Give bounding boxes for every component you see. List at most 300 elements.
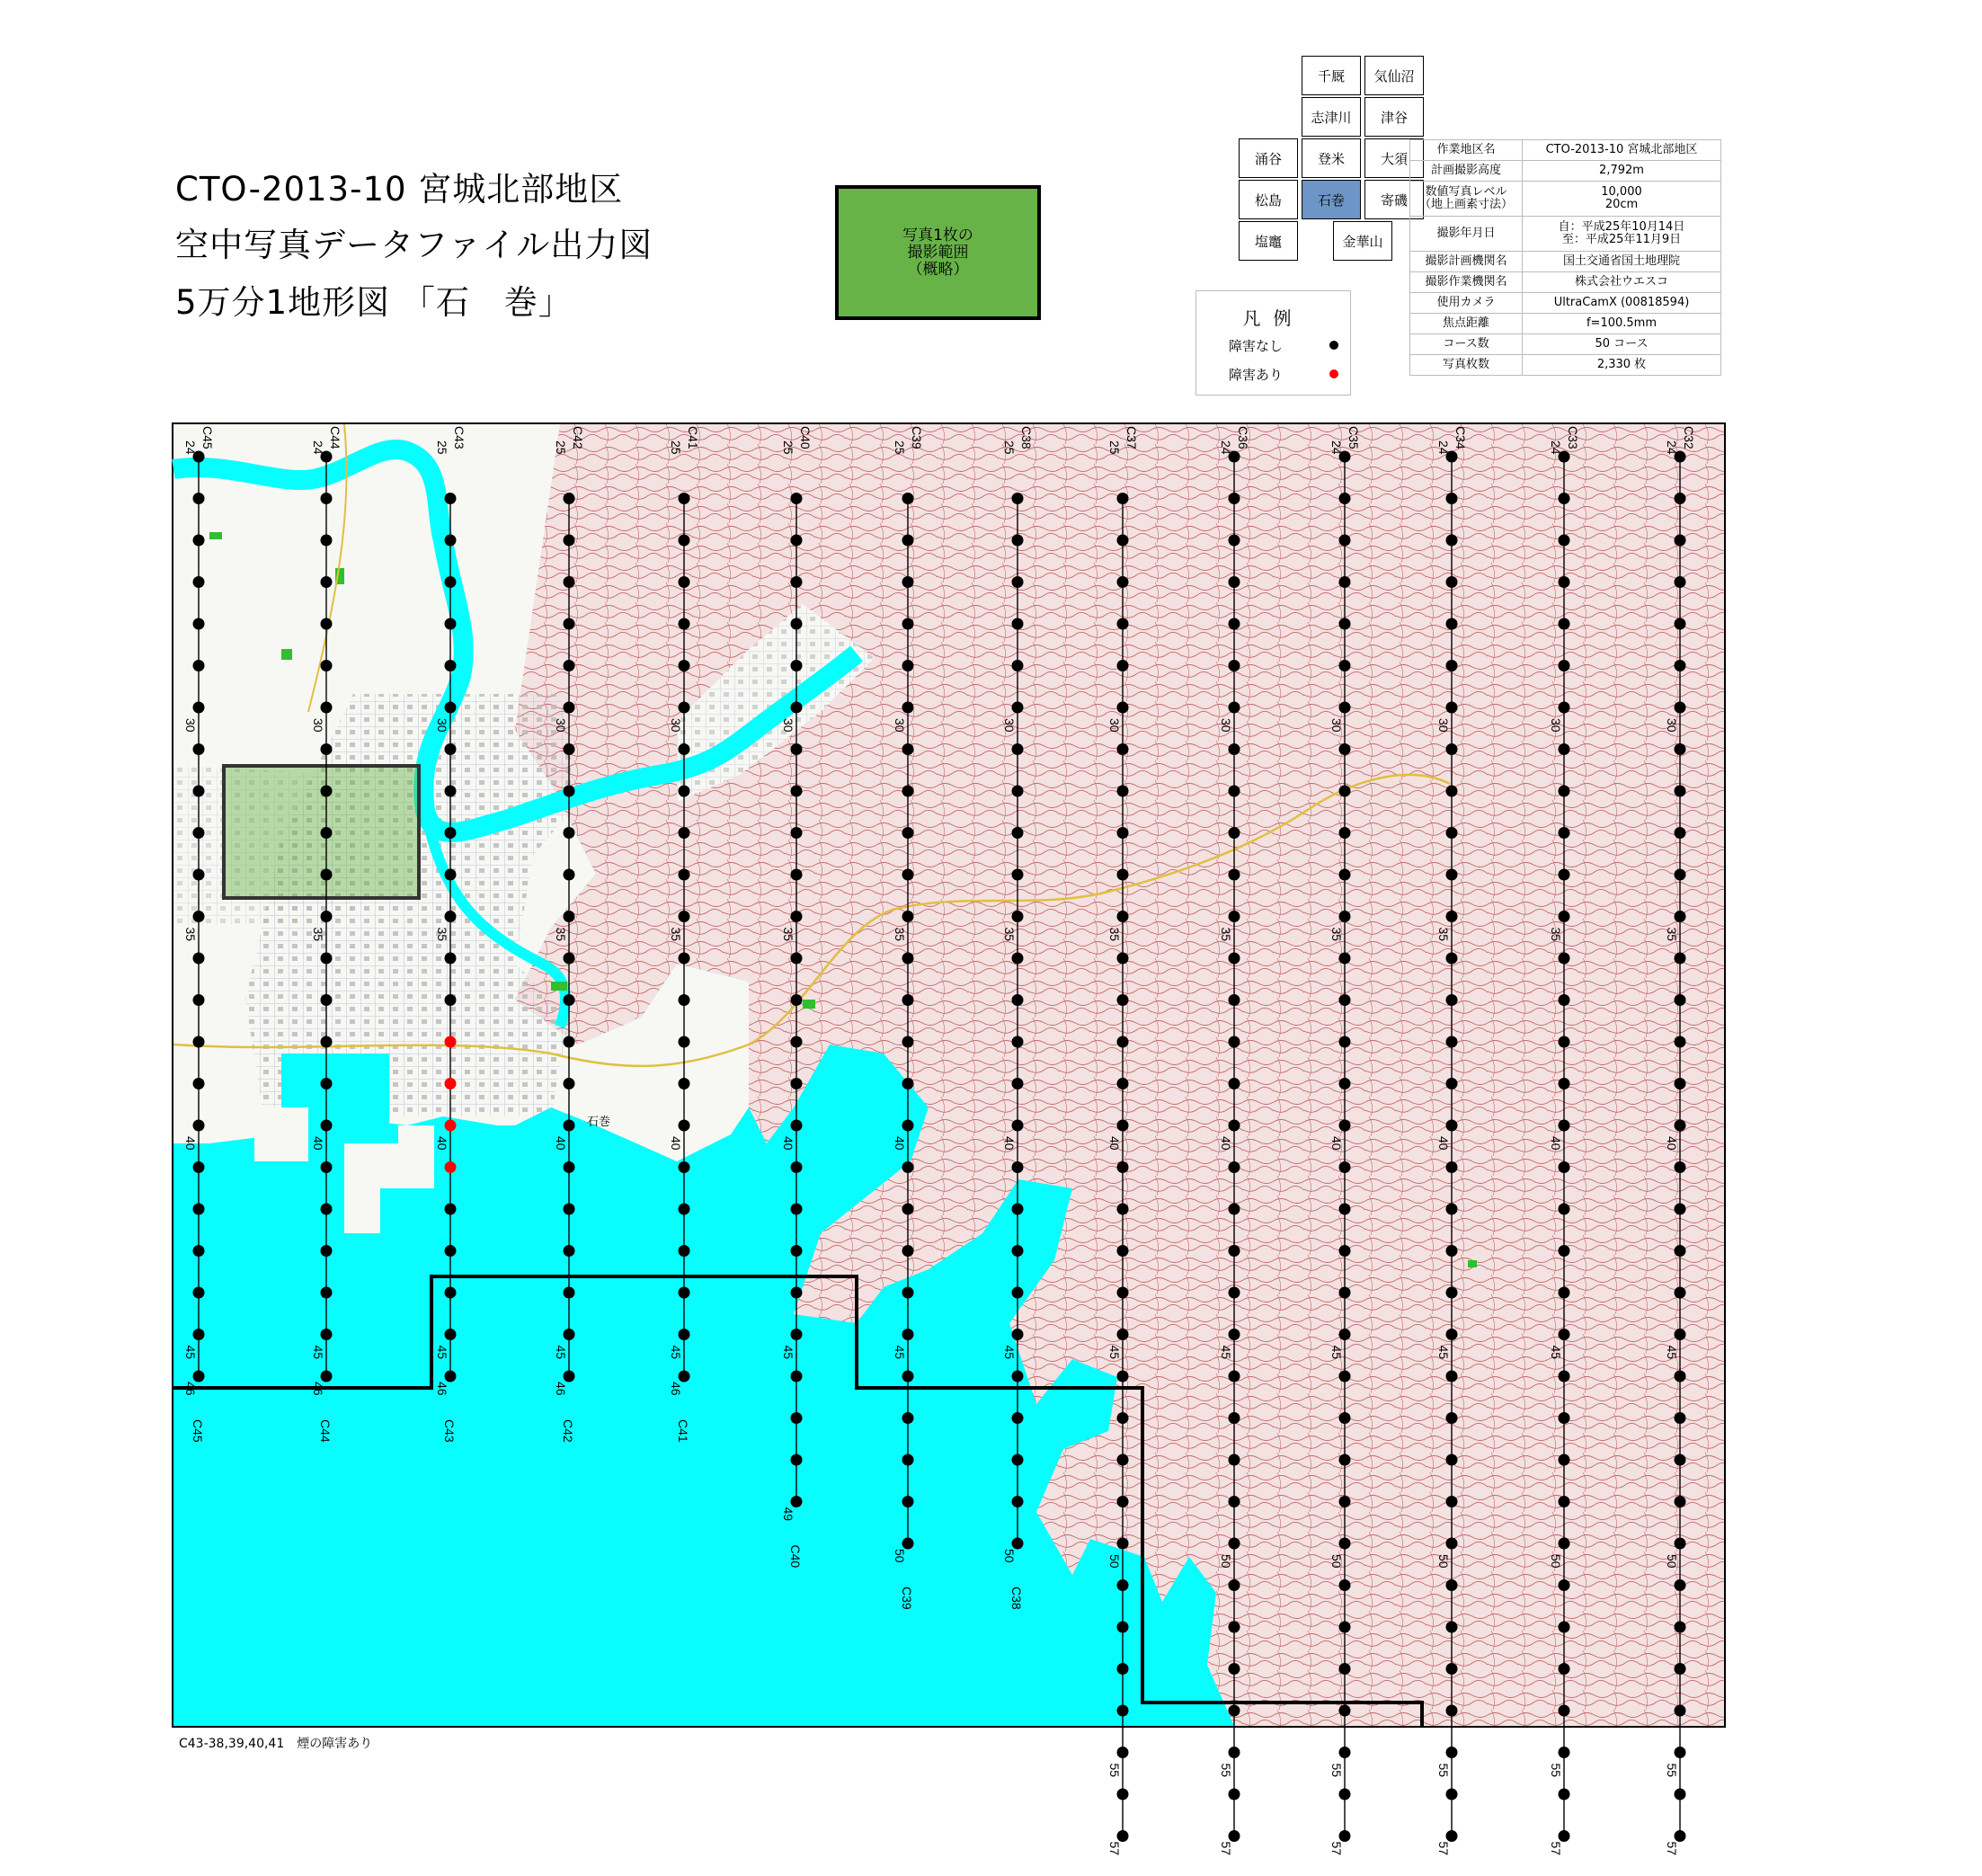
photo-point xyxy=(791,1204,803,1215)
photo-coverage-legend: 写真1枚の 撮影範囲 （概略） xyxy=(835,185,1041,320)
photo-point xyxy=(1675,702,1686,714)
sheet-index-cell: 登米 xyxy=(1302,138,1361,178)
photo-point xyxy=(321,827,333,839)
spec-value: 株式会社ウエスコ xyxy=(1523,272,1721,293)
end-photo-number: 46 xyxy=(183,1382,198,1396)
photo-point xyxy=(679,493,690,504)
photo-point xyxy=(1229,1663,1240,1675)
photo-point xyxy=(1339,702,1351,714)
photo-point xyxy=(1339,660,1351,671)
photo-point xyxy=(445,786,457,797)
end-photo-number: 50 xyxy=(893,1549,907,1563)
spec-row xyxy=(1410,334,1721,355)
photo-number-marker: 50 xyxy=(1329,1554,1344,1569)
photo-point xyxy=(1446,535,1458,547)
photo-number-marker: 30 xyxy=(183,718,198,733)
photo-point xyxy=(1446,786,1458,797)
photo-point xyxy=(321,1245,333,1257)
photo-number-marker: 45 xyxy=(1549,1345,1563,1360)
photo-number-marker: 30 xyxy=(893,718,907,733)
photo-point xyxy=(321,994,333,1006)
sheet-index-cell: 石巻 xyxy=(1302,180,1361,219)
photo-point xyxy=(791,493,803,504)
photo-number-marker: 40 xyxy=(435,1136,449,1151)
photo-point xyxy=(564,493,575,504)
photo-number-marker: 55 xyxy=(1219,1763,1233,1778)
photo-point xyxy=(1675,1412,1686,1424)
photo-point xyxy=(1446,1538,1458,1550)
photo-point xyxy=(1229,1705,1240,1717)
photo-point xyxy=(902,994,914,1006)
photo-point xyxy=(1559,660,1570,671)
photo-point xyxy=(679,911,690,922)
photo-number-marker: 30 xyxy=(1219,718,1233,733)
photo-point xyxy=(791,786,803,797)
photo-point xyxy=(1339,1705,1351,1717)
course-label-top: C33 xyxy=(1566,426,1580,449)
photo-point xyxy=(679,1204,690,1215)
photo-point xyxy=(1012,1371,1024,1383)
photo-point xyxy=(193,1120,205,1132)
photo-point xyxy=(1012,786,1024,797)
photo-point xyxy=(193,618,205,630)
photo-number-marker: 35 xyxy=(1107,927,1122,942)
end-photo-number: 46 xyxy=(554,1382,568,1396)
photo-number-marker: 35 xyxy=(1329,927,1344,942)
sheet-index-cell: 大須 xyxy=(1364,138,1424,178)
photo-point xyxy=(791,869,803,881)
photo-number-marker: 55 xyxy=(1107,1763,1122,1778)
photo-point xyxy=(791,1036,803,1048)
sheet-index-cell: 津谷 xyxy=(1364,97,1424,137)
photo-point xyxy=(564,1245,575,1257)
photo-point xyxy=(1559,827,1570,839)
course-label-top: C37 xyxy=(1124,426,1139,449)
photo-point xyxy=(1559,618,1570,630)
photo-number-marker: 35 xyxy=(1219,927,1233,942)
photo-point xyxy=(1229,869,1240,881)
photo-point xyxy=(791,1412,803,1424)
photo-point xyxy=(1117,743,1129,755)
spec-value: f=100.5mm xyxy=(1523,314,1721,334)
spec-key: 作業地区名 xyxy=(1410,140,1523,161)
photo-point xyxy=(1675,1830,1686,1842)
spec-value: UltraCamX (00818594) xyxy=(1523,293,1721,314)
photo-number-marker: 35 xyxy=(781,927,795,942)
photo-point-obstructed xyxy=(445,1161,457,1173)
photo-point xyxy=(564,743,575,755)
photo-point xyxy=(564,618,575,630)
start-photo-number: 25 xyxy=(781,440,795,455)
photo-number-marker: 35 xyxy=(1002,927,1017,942)
photo-point xyxy=(679,1371,690,1383)
photo-point xyxy=(679,660,690,671)
photo-point xyxy=(1229,1120,1240,1132)
spec-table xyxy=(1409,139,1721,376)
photo-point xyxy=(902,869,914,881)
photo-point xyxy=(1675,1454,1686,1466)
photo-point xyxy=(445,994,457,1006)
course-label-top: C38 xyxy=(1019,426,1034,449)
photo-point xyxy=(679,1329,690,1340)
topo-sheet-title: 5万分1地形図 「石 巻」 xyxy=(175,283,573,322)
course-label-bottom: C42 xyxy=(561,1419,575,1443)
photo-point xyxy=(679,1078,690,1089)
photo-point xyxy=(1446,1412,1458,1424)
photo-point xyxy=(1559,1120,1570,1132)
photo-point xyxy=(1559,1329,1570,1340)
photo-point xyxy=(1339,743,1351,755)
photo-number-marker: 45 xyxy=(1665,1345,1679,1360)
photo-point xyxy=(193,1204,205,1215)
photo-point xyxy=(1339,1204,1351,1215)
photo-point xyxy=(1675,994,1686,1006)
photo-point xyxy=(1229,1245,1240,1257)
photo-point xyxy=(1559,1705,1570,1717)
photo-point xyxy=(445,1329,457,1340)
photo-point xyxy=(564,827,575,839)
photo-point xyxy=(902,493,914,504)
photo-point xyxy=(1559,1245,1570,1257)
photo-number-marker: 35 xyxy=(183,927,198,942)
photo-point xyxy=(679,1287,690,1299)
photo-point xyxy=(679,994,690,1006)
photo-point xyxy=(791,911,803,922)
photo-point xyxy=(1229,1538,1240,1550)
photo-number-marker: 30 xyxy=(1002,718,1017,733)
photo-point xyxy=(902,1412,914,1424)
photo-point xyxy=(321,1204,333,1215)
photo-point xyxy=(902,1120,914,1132)
photo-point xyxy=(1446,1371,1458,1383)
photo-point xyxy=(1012,576,1024,588)
sheet-index-cell: 千厩 xyxy=(1302,56,1361,95)
photo-point xyxy=(1339,1412,1351,1424)
photo-number-marker: 40 xyxy=(1436,1136,1451,1151)
legend-dot-red xyxy=(1329,369,1338,378)
photo-point xyxy=(1229,1830,1240,1842)
photo-point xyxy=(791,1371,803,1383)
photo-point xyxy=(1675,1161,1686,1173)
photo-point xyxy=(1229,911,1240,922)
photo-point xyxy=(902,1036,914,1048)
photo-point xyxy=(1446,1245,1458,1257)
photo-point xyxy=(564,786,575,797)
photo-point xyxy=(445,576,457,588)
photo-point xyxy=(564,1120,575,1132)
photo-point xyxy=(791,1287,803,1299)
photo-number-marker: 40 xyxy=(554,1136,568,1151)
photo-point xyxy=(1339,1538,1351,1550)
photo-point xyxy=(564,1371,575,1383)
photo-number-marker: 50 xyxy=(1436,1554,1451,1569)
photo-point xyxy=(1675,618,1686,630)
photo-point xyxy=(321,869,333,881)
photo-number-marker: 35 xyxy=(1436,927,1451,942)
spec-row xyxy=(1410,217,1721,252)
photo-point xyxy=(1339,576,1351,588)
legend-dot-black xyxy=(1329,341,1338,350)
photo-point xyxy=(1339,1830,1351,1842)
sheet-title: CTO-2013-10 宮城北部地区 xyxy=(175,170,624,209)
photo-point xyxy=(321,1120,333,1132)
photo-point xyxy=(1675,660,1686,671)
photo-point xyxy=(1012,1287,1024,1299)
spec-row xyxy=(1410,161,1721,182)
photo-point xyxy=(321,702,333,714)
photo-point xyxy=(1446,869,1458,881)
photo-point xyxy=(902,1454,914,1466)
photo-number-marker: 35 xyxy=(1665,927,1679,942)
photo-point xyxy=(1229,827,1240,839)
legend-label: 障害なし xyxy=(1229,338,1284,354)
photo-point xyxy=(1012,535,1024,547)
sheet-index-cell: 涌谷 xyxy=(1239,138,1298,178)
photo-point xyxy=(1117,1287,1129,1299)
photo-point xyxy=(1012,702,1024,714)
start-photo-number: 24 xyxy=(1549,440,1563,455)
photo-number-marker: 40 xyxy=(1665,1136,1679,1151)
course-label-bottom: C39 xyxy=(900,1587,914,1610)
course-label-top: C32 xyxy=(1682,426,1696,449)
photo-point xyxy=(902,1329,914,1340)
spec-row xyxy=(1410,314,1721,334)
photo-point xyxy=(1339,618,1351,630)
photo-point xyxy=(1446,1622,1458,1633)
photo-point xyxy=(1229,535,1240,547)
photo-point xyxy=(1012,1329,1024,1340)
photo-number-marker: 45 xyxy=(1002,1345,1017,1360)
photo-point xyxy=(1446,618,1458,630)
photo-point xyxy=(791,1245,803,1257)
photo-point xyxy=(679,535,690,547)
course-label-bottom: C45 xyxy=(191,1419,205,1443)
photo-point xyxy=(1559,576,1570,588)
photo-point xyxy=(902,1161,914,1173)
course-label-top: C45 xyxy=(200,426,215,449)
photo-point xyxy=(564,994,575,1006)
photo-point xyxy=(1446,1579,1458,1591)
photo-point xyxy=(1559,911,1570,922)
photo-point-obstructed xyxy=(445,1078,457,1089)
photo-point xyxy=(193,660,205,671)
photo-number-marker: 30 xyxy=(435,718,449,733)
sheet-index-cell: 松島 xyxy=(1239,180,1298,219)
spec-row xyxy=(1410,293,1721,314)
photo-point xyxy=(902,535,914,547)
photo-point xyxy=(679,618,690,630)
photo-point xyxy=(1339,953,1351,965)
photo-point xyxy=(1559,1161,1570,1173)
photo-point xyxy=(1559,786,1570,797)
photo-number-marker: 55 xyxy=(1665,1763,1679,1778)
photo-point xyxy=(193,994,205,1006)
photo-number-marker: 30 xyxy=(1549,718,1563,733)
photo-point xyxy=(1446,576,1458,588)
photo-number-marker: 40 xyxy=(1329,1136,1344,1151)
photo-point xyxy=(1446,1204,1458,1215)
end-photo-number: 57 xyxy=(1329,1841,1344,1856)
photo-number-marker: 45 xyxy=(669,1345,683,1360)
photo-point xyxy=(1339,827,1351,839)
legend-label: 障害あり xyxy=(1229,367,1284,383)
photo-point xyxy=(193,1287,205,1299)
photo-point xyxy=(1117,911,1129,922)
photo-point xyxy=(902,1204,914,1215)
course-label-bottom: C41 xyxy=(676,1419,690,1443)
photo-number-marker: 30 xyxy=(1436,718,1451,733)
photo-number-marker: 30 xyxy=(1107,718,1122,733)
photo-number-marker: 30 xyxy=(781,718,795,733)
spec-value: 自：平成25年10月14日 至：平成25年11月9日 xyxy=(1523,217,1721,252)
photo-point xyxy=(1675,1120,1686,1132)
photo-number-marker: 55 xyxy=(1329,1763,1344,1778)
spec-value: 2,792m xyxy=(1523,161,1721,182)
photo-point xyxy=(1229,660,1240,671)
photo-point xyxy=(1117,1622,1129,1633)
photo-point xyxy=(1117,1371,1129,1383)
photo-point xyxy=(791,576,803,588)
photo-point xyxy=(564,576,575,588)
photo-point xyxy=(679,702,690,714)
photo-point xyxy=(1117,1329,1129,1340)
photo-point xyxy=(1446,1287,1458,1299)
photo-point xyxy=(791,1329,803,1340)
photo-point xyxy=(193,953,205,965)
photo-point xyxy=(321,1036,333,1048)
photo-point xyxy=(445,743,457,755)
photo-point xyxy=(791,618,803,630)
photo-point xyxy=(1012,1412,1024,1424)
photo-point xyxy=(1117,576,1129,588)
photo-point xyxy=(791,660,803,671)
photo-point xyxy=(1229,1412,1240,1424)
photo-point xyxy=(1339,994,1351,1006)
course-label-top: C42 xyxy=(571,426,585,449)
photo-point xyxy=(1339,1371,1351,1383)
photo-point xyxy=(1446,1120,1458,1132)
photo-point xyxy=(1339,1161,1351,1173)
photo-point xyxy=(1117,1747,1129,1758)
photo-point xyxy=(193,1161,205,1173)
spec-value: 50 コース xyxy=(1523,334,1721,355)
photo-number-marker: 45 xyxy=(1329,1345,1344,1360)
photo-point xyxy=(1446,702,1458,714)
start-photo-number: 24 xyxy=(1219,440,1233,455)
end-photo-number: 50 xyxy=(1002,1549,1017,1563)
photo-number-marker: 30 xyxy=(554,718,568,733)
legend-item-obstructed xyxy=(1229,365,1283,384)
photo-point xyxy=(1229,576,1240,588)
photo-point xyxy=(1675,1287,1686,1299)
photo-point xyxy=(1012,869,1024,881)
photo-point xyxy=(445,535,457,547)
place-label: 石巻 xyxy=(587,1115,611,1128)
photo-point xyxy=(1446,827,1458,839)
photo-point xyxy=(1559,743,1570,755)
photo-point xyxy=(1012,660,1024,671)
photo-point xyxy=(1675,576,1686,588)
photo-point xyxy=(902,576,914,588)
photo-point xyxy=(321,786,333,797)
photo-number-marker: 40 xyxy=(1219,1136,1233,1151)
photo-point xyxy=(1012,743,1024,755)
course-label-top: C40 xyxy=(798,426,813,449)
photo-point xyxy=(1117,1161,1129,1173)
obstruction-note: C43-38,39,40,41 煙の障害あり xyxy=(179,1737,373,1751)
photo-point xyxy=(445,911,457,922)
photo-point xyxy=(1559,994,1570,1006)
photo-point xyxy=(679,576,690,588)
photo-point xyxy=(1229,493,1240,504)
photo-point xyxy=(902,786,914,797)
photo-point xyxy=(902,1538,914,1550)
photo-number-marker: 30 xyxy=(1665,718,1679,733)
photo-point xyxy=(1675,493,1686,504)
photo-point xyxy=(1117,1663,1129,1675)
course-label-top: C35 xyxy=(1347,426,1361,449)
start-photo-number: 25 xyxy=(554,440,568,455)
photo-number-marker: 45 xyxy=(311,1345,325,1360)
photo-point xyxy=(1446,660,1458,671)
sheet-index-cell: 気仙沼 xyxy=(1364,56,1424,95)
photo-point xyxy=(564,660,575,671)
photo-number-marker: 50 xyxy=(1549,1554,1563,1569)
photo-point xyxy=(1117,1579,1129,1591)
photo-point xyxy=(1339,1120,1351,1132)
photo-number-marker: 40 xyxy=(1549,1136,1563,1151)
spec-key: 使用カメラ xyxy=(1410,293,1523,314)
photo-point xyxy=(1229,1161,1240,1173)
photo-point xyxy=(1117,1496,1129,1507)
sheet-index-cell: 寄磯 xyxy=(1364,180,1424,219)
start-photo-number: 24 xyxy=(311,440,325,455)
photo-point xyxy=(445,1371,457,1383)
photo-point xyxy=(1559,1454,1570,1466)
start-photo-number: 25 xyxy=(435,440,449,455)
photo-point xyxy=(564,1329,575,1340)
photo-point xyxy=(1339,1245,1351,1257)
photo-number-marker: 45 xyxy=(1107,1345,1122,1360)
photo-point xyxy=(1012,953,1024,965)
end-photo-number: 57 xyxy=(1219,1841,1233,1856)
photo-number-marker: 30 xyxy=(669,718,683,733)
start-photo-number: 25 xyxy=(1002,440,1017,455)
photo-point xyxy=(679,786,690,797)
photo-point xyxy=(1675,1579,1686,1591)
photo-point xyxy=(1229,1789,1240,1800)
photo-point xyxy=(564,1078,575,1089)
photo-point xyxy=(321,1161,333,1173)
photo-point xyxy=(1675,1078,1686,1089)
photo-point xyxy=(445,660,457,671)
photo-point xyxy=(1339,1663,1351,1675)
photo-point xyxy=(1339,1287,1351,1299)
photo-number-marker: 50 xyxy=(1219,1554,1233,1569)
start-photo-number: 24 xyxy=(1329,440,1344,455)
photo-point xyxy=(1675,1329,1686,1340)
photo-point xyxy=(902,1496,914,1507)
photo-point xyxy=(321,660,333,671)
photo-point xyxy=(902,1371,914,1383)
photo-point xyxy=(1117,1538,1129,1550)
photo-point xyxy=(1229,1287,1240,1299)
photo-number-marker: 30 xyxy=(311,718,325,733)
end-photo-number: 57 xyxy=(1436,1841,1451,1856)
photo-point xyxy=(902,1245,914,1257)
photo-point xyxy=(902,1287,914,1299)
start-photo-number: 24 xyxy=(1665,440,1679,455)
